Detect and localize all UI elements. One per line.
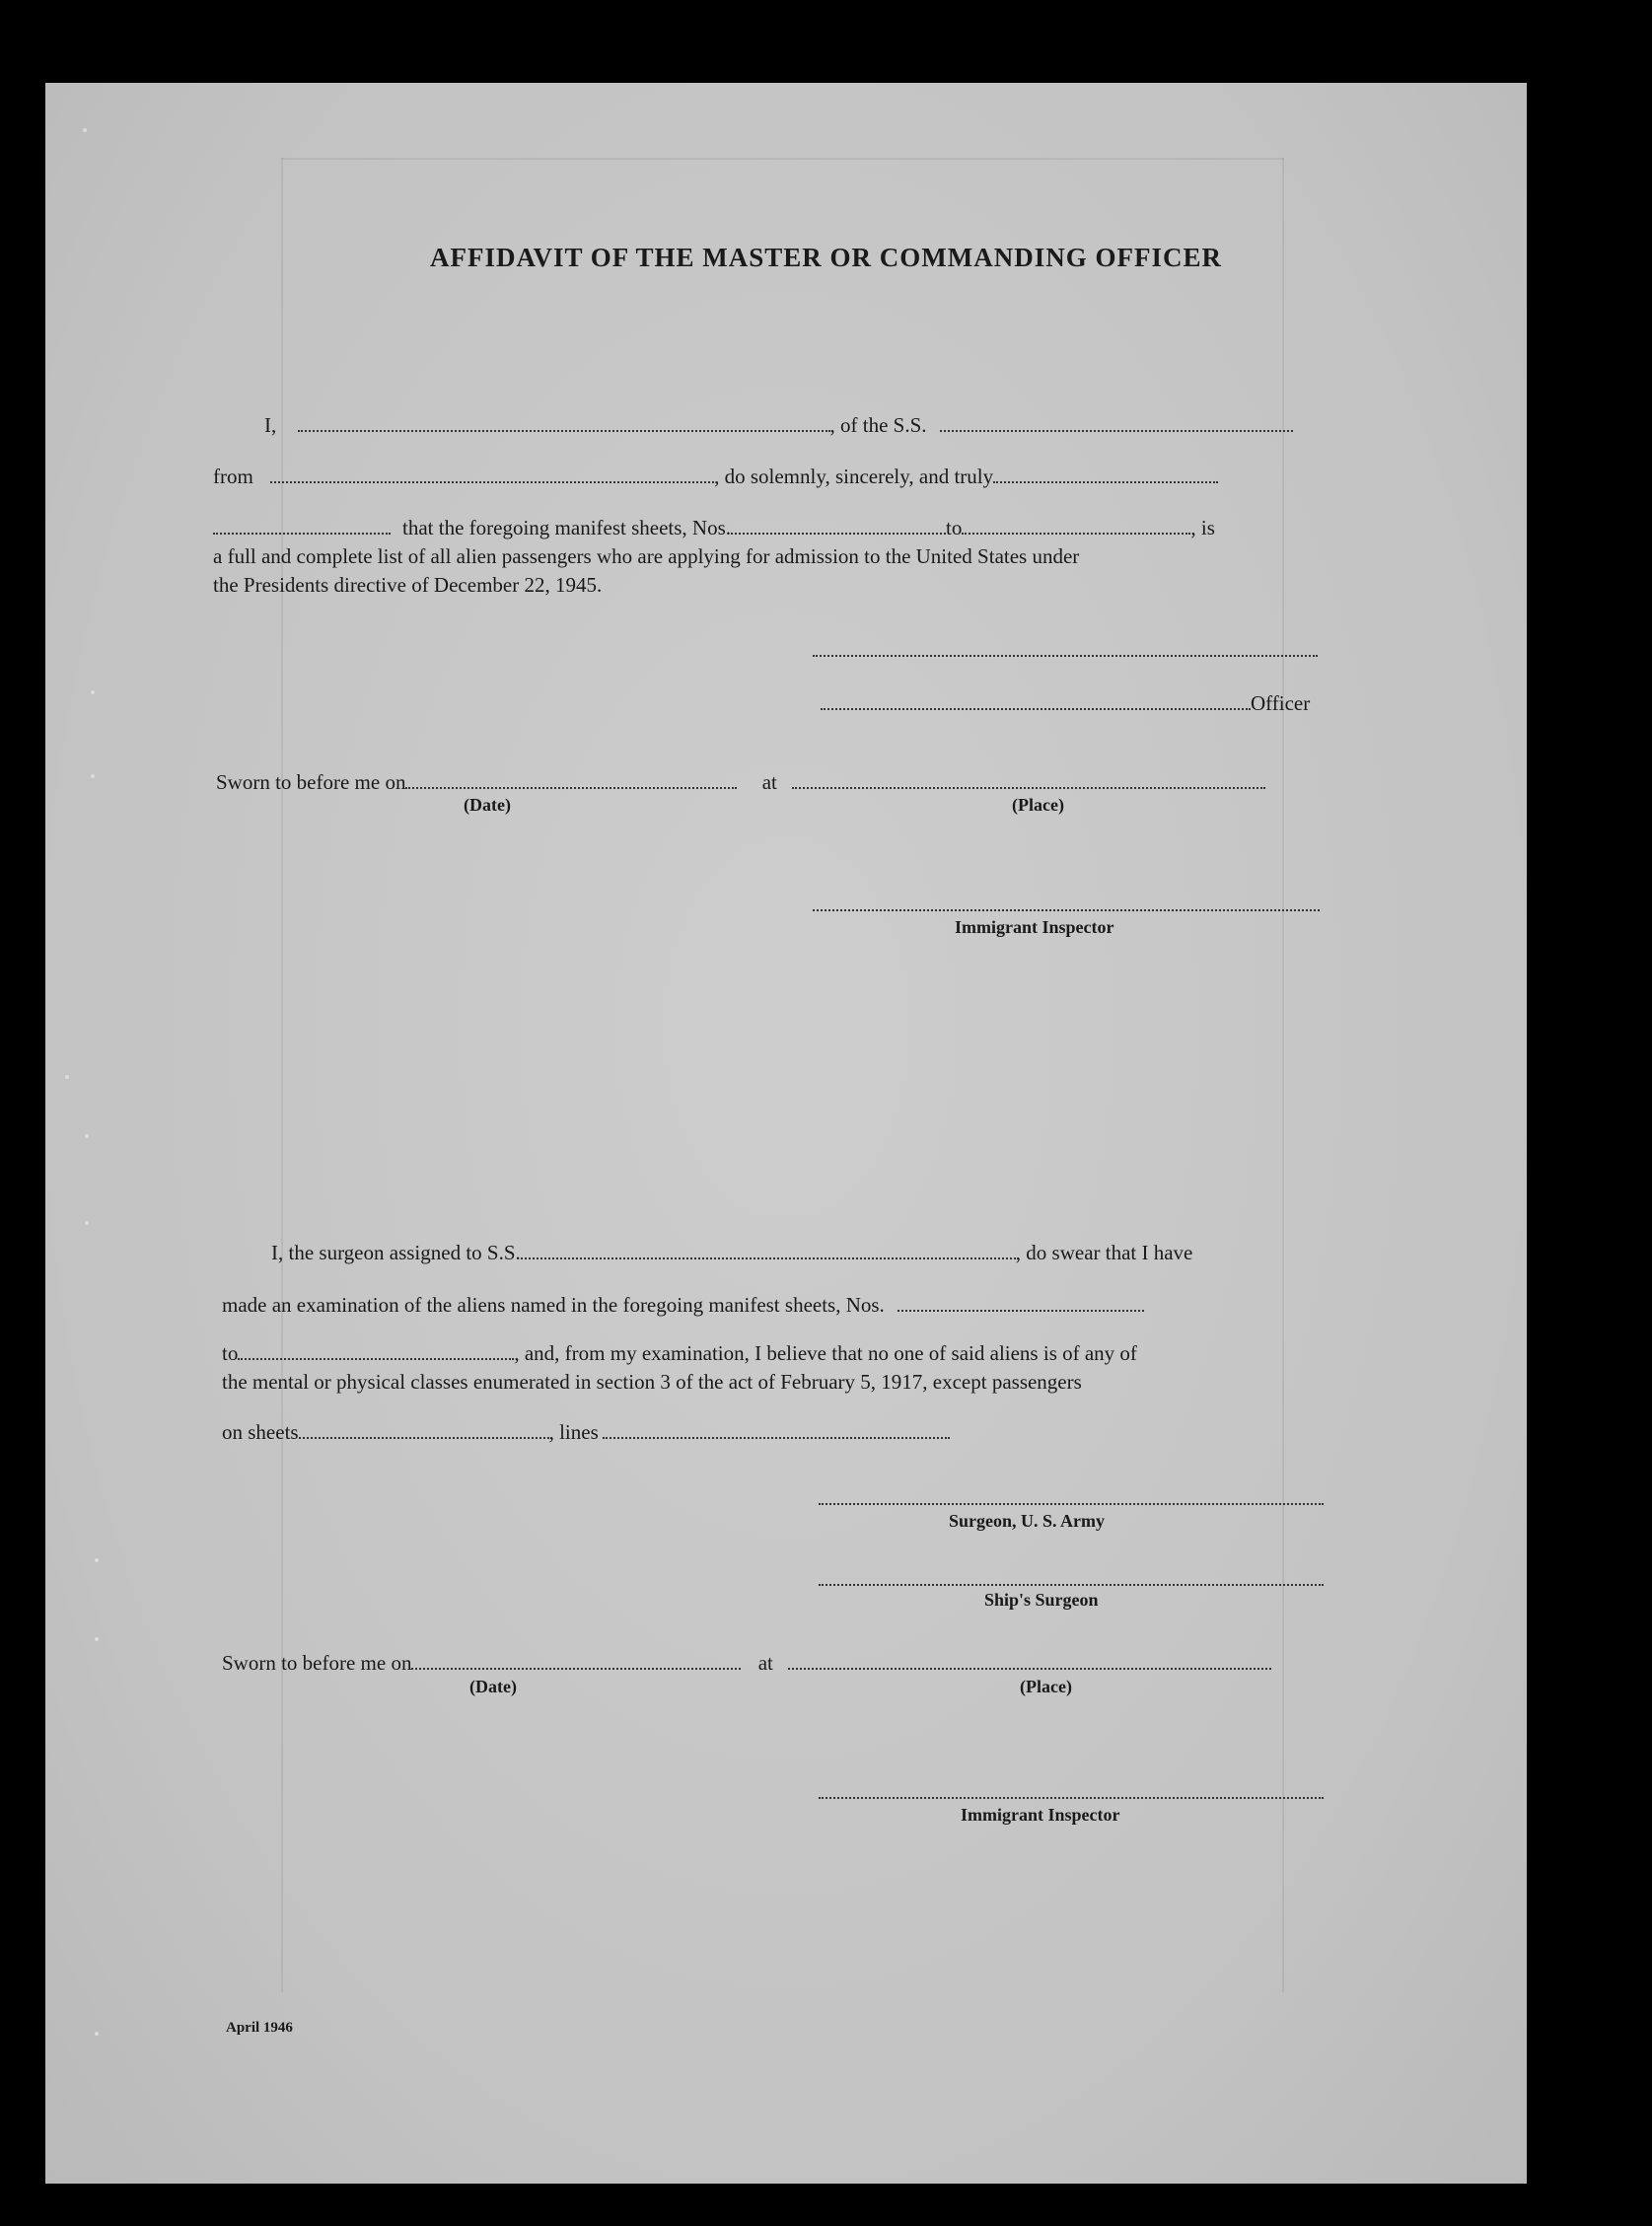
surgeon-at-label: at	[757, 1651, 773, 1675]
sworn-label: Sworn to before me on	[216, 770, 406, 794]
classes-line: the mental or physical classes enumerated in section 3 of the act of February 5, 1917, except passengers	[222, 1370, 1082, 1394]
affirm-field[interactable]	[213, 515, 391, 535]
speck	[83, 128, 87, 132]
speck	[85, 1134, 89, 1138]
master-line-3	[213, 515, 1215, 540]
ships-surgeon-signature-line[interactable]	[819, 1584, 1324, 1586]
sheet-to-field[interactable]	[962, 515, 1190, 535]
speck	[85, 1221, 89, 1225]
surgeon-date-caption: (Date)	[469, 1677, 517, 1696]
speck	[65, 1075, 69, 1079]
i-label: I,	[264, 413, 277, 437]
speck	[95, 1637, 99, 1641]
surgeon-line-3	[222, 1340, 1137, 1366]
surgeon-line-2	[222, 1292, 1144, 1318]
is-label: , is	[1190, 516, 1215, 539]
sworn-date-field[interactable]	[405, 769, 737, 789]
master-line-2	[213, 464, 1218, 489]
sheet-from-field[interactable]	[731, 515, 946, 535]
officer-signature-line[interactable]	[821, 708, 1251, 710]
exam-label: made an examination of the aliens named in the foregoing manifest sheets, Nos.	[222, 1293, 885, 1317]
at-label: at	[761, 770, 777, 794]
surgeon-sheet-to-field[interactable]	[238, 1340, 514, 1360]
surgeon-sworn-place-field[interactable]	[788, 1650, 1271, 1670]
surgeon-sheet-from-field[interactable]	[898, 1292, 1144, 1312]
inspector-signature-line[interactable]	[813, 909, 1320, 911]
surgeon-inspector-signature-line[interactable]	[819, 1797, 1324, 1799]
master-name-field[interactable]	[298, 412, 830, 432]
speck	[95, 1558, 99, 1562]
surgeon-line-1	[271, 1240, 1192, 1265]
officer-label: Officer	[1251, 691, 1311, 715]
surgeon-sworn-line	[222, 1650, 1271, 1676]
surgeon-line-5	[222, 1419, 950, 1445]
speck	[91, 774, 95, 778]
of-ss-label: , of the S.S.	[829, 413, 927, 437]
form-paper	[45, 83, 1527, 2184]
sworn-place-field[interactable]	[792, 769, 1265, 789]
ships-surgeon-caption: Ship's Surgeon	[984, 1590, 1099, 1610]
solemnly-label: , do solemnly, sincerely, and truly	[714, 465, 994, 488]
oath-field[interactable]	[993, 464, 1218, 483]
from-label: from	[213, 465, 253, 488]
surgeon-to-label: to	[222, 1341, 239, 1365]
from-port-field[interactable]	[270, 464, 714, 483]
surgeon-sworn-label: Sworn to before me on	[222, 1651, 412, 1675]
inspector-caption: Immigrant Inspector	[955, 917, 1114, 937]
affidavit-title: AFFIDAVIT OF THE MASTER OR COMMANDING OFFICER	[429, 243, 1223, 272]
surgeon-ship-field[interactable]	[521, 1240, 1016, 1259]
speck	[91, 690, 95, 694]
master-line-1	[264, 412, 1293, 438]
master-sworn-line	[216, 769, 1265, 795]
surgeon-place-caption: (Place)	[1020, 1677, 1072, 1696]
belief-label: , and, from my examination, I believe that no one of said aliens is of any of	[514, 1341, 1137, 1365]
bleed-line	[281, 158, 1284, 160]
place-caption: (Place)	[1012, 795, 1064, 815]
surgeon-sworn-date-field[interactable]	[411, 1650, 741, 1670]
ship-name-field[interactable]	[940, 412, 1293, 432]
army-surgeon-signature-line[interactable]	[819, 1503, 1324, 1505]
list-line: a full and complete list of all alien passengers who are applying for admission to the United States under	[213, 544, 1080, 568]
on-sheets-label: on sheets	[222, 1420, 299, 1444]
manifest-label: that the foregoing manifest sheets, Nos.	[402, 516, 732, 539]
form-date: April 1946	[226, 2020, 293, 2036]
swear-label: , do swear that I have	[1015, 1241, 1193, 1264]
date-caption: (Date)	[464, 795, 511, 815]
surgeon-inspector-caption: Immigrant Inspector	[961, 1805, 1120, 1825]
directive-line: the Presidents directive of December 22, 1945.	[213, 573, 603, 597]
master-signature-line[interactable]	[813, 655, 1318, 657]
except-sheets-field[interactable]	[299, 1419, 549, 1439]
surgeon-intro: I, the surgeon assigned to S.S.	[271, 1241, 521, 1264]
army-surgeon-caption: Surgeon, U. S. Army	[949, 1511, 1106, 1531]
speck	[95, 2032, 99, 2036]
except-lines-field[interactable]	[603, 1419, 950, 1439]
lines-label: , lines	[548, 1420, 599, 1444]
to-label: to	[946, 516, 963, 539]
